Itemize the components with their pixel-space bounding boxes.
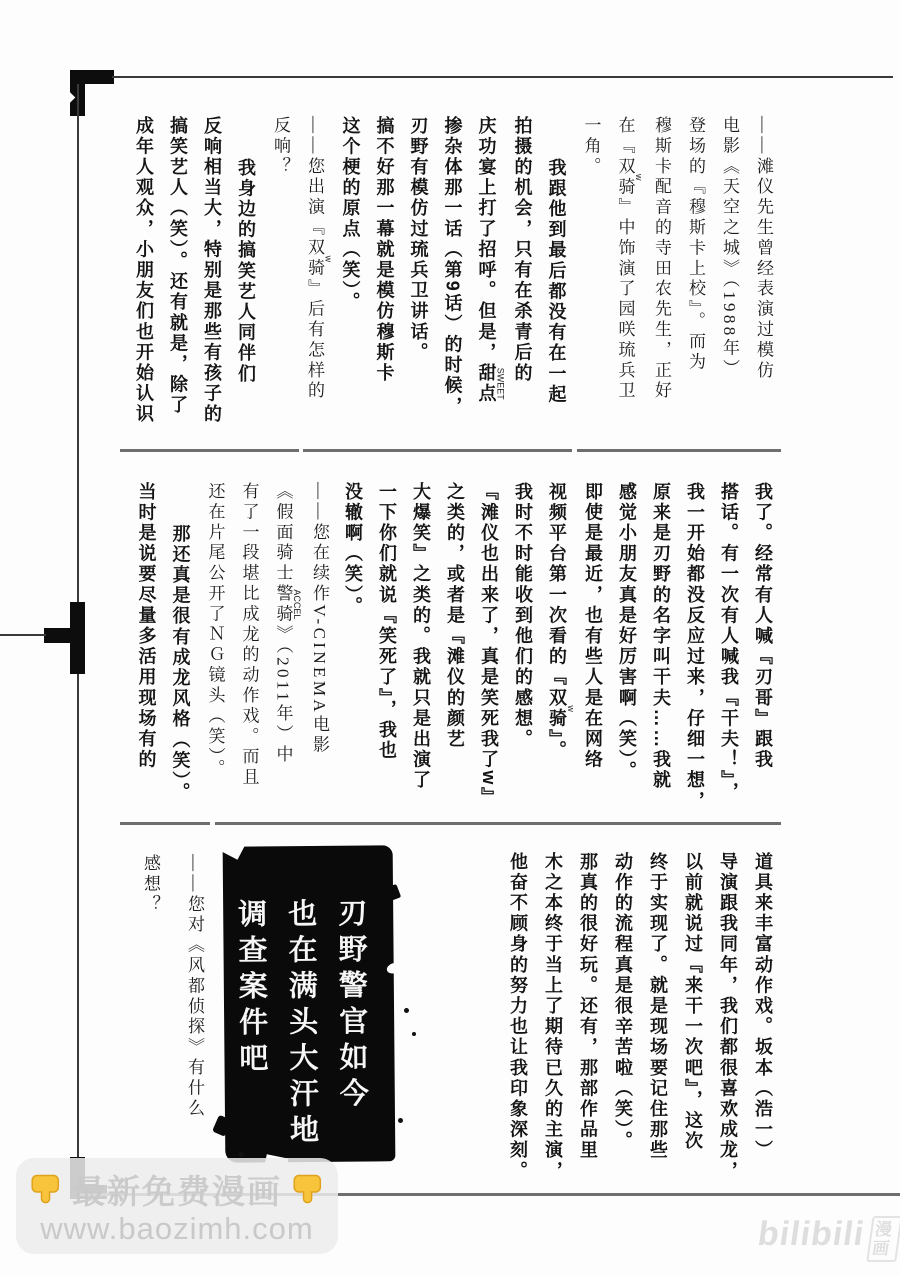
text-column: ——滩仪先生曾经表演过模仿	[754, 116, 773, 382]
text-column: 一下你们就说『笑死了』，我也	[377, 482, 397, 762]
text-column: 刃野有模仿过琉兵卫讲话。	[408, 116, 429, 364]
watermark-url: www.baozimh.com	[40, 1211, 314, 1246]
text-column: 一角。	[581, 116, 601, 178]
bilibili-manga-label: 漫画	[866, 1216, 900, 1262]
text-column: 搭话。有一次有人喊我『干夫！』，	[719, 482, 739, 803]
text-column: 没辙啊（笑）。	[343, 482, 363, 618]
ruby-annotation: 甜点 SWEET	[476, 363, 506, 405]
text-column: 我时不时能收到他们的感想。	[513, 482, 533, 750]
text-column: 搞笑艺人（笑）。还有就是，除了	[168, 116, 188, 416]
text-column: 感想？	[141, 854, 160, 916]
text-column: 以前就说过『来干一次吧』，这次	[683, 852, 703, 1152]
ink-speck	[238, 1152, 244, 1157]
text-column: 我了。经常有人喊『刃哥』跟我	[753, 482, 773, 771]
pointing-down-hand-icon	[290, 1171, 326, 1207]
text-column: 还在片尾公开了ＮＧ镜头（笑）。	[205, 482, 225, 780]
text-column: 电影《天空之城》（1988年）	[720, 116, 739, 380]
watermark-title: 最新免费漫画	[72, 1172, 282, 1210]
headline-text	[223, 845, 396, 1162]
text-column: 大爆笑』之类的。我就只是出演了	[411, 482, 431, 791]
mid-left-tick-bar	[70, 602, 85, 674]
text-column: 我身边的搞笑艺人同伴们	[236, 158, 256, 385]
text-column: 反响？	[271, 116, 290, 178]
watermark-banner	[16, 1158, 338, 1254]
top-rule	[112, 76, 893, 78]
ruby-annotation: 双骑 w	[547, 688, 576, 730]
interview-section-1	[130, 116, 780, 448]
section-divider-1	[303, 449, 572, 452]
text-column: ——您出演『双骑 w』后有怎样的	[305, 116, 334, 402]
section-divider-2	[215, 822, 781, 825]
bilibili-manga-logo	[754, 1208, 900, 1262]
text-column: 在『双骑 w』中饰演了园咲琉兵卫	[615, 116, 644, 402]
text-column: ——您对《风都侦探》有什么	[185, 854, 204, 1120]
text-column: 我跟他到最后都没有在一起	[546, 158, 567, 406]
text-column: 动作的流程真是很辛苦啦（笑）。	[613, 852, 633, 1152]
text-column: 终于实现了。就是现场要记住那些	[648, 852, 668, 1161]
text-column: 掺杂体那一话（第9话）的时候，	[442, 116, 463, 418]
headline-line: 调查案件吧	[234, 898, 268, 1079]
section-divider-2	[120, 822, 210, 825]
ruby-annotation: 双骑 w	[305, 238, 334, 280]
text-column: 那真的很好玩。还有，那部作品里	[578, 852, 598, 1161]
headline-line: 也在满头大汗地	[284, 897, 319, 1151]
text-column: 当时是说要尽量多活用现场有的	[136, 482, 157, 771]
ink-speck	[398, 1118, 403, 1123]
text-column: 『滩仪也出来了，真是笑死我了w』	[479, 482, 499, 808]
text-column: 反响相当大，特别是那些有孩子的	[202, 116, 222, 425]
ink-speck	[412, 1032, 416, 1036]
section-3-answer-block	[500, 852, 780, 1188]
text-column: 《假面骑士警骑 ACCEL》（2011年）中	[273, 482, 302, 766]
pointing-down-hand-icon	[28, 1171, 64, 1207]
ruby-annotation: 双骑 w	[615, 156, 644, 198]
mid-left-tick-stub	[44, 628, 72, 643]
text-column: 登场的『穆斯卡上校』。而为	[686, 116, 705, 373]
bilibili-wordmark: bilibili	[755, 1215, 868, 1253]
text-column: 成年人观众，小朋友们也开始认识	[134, 116, 154, 425]
text-column: 道具来丰富动作戏。坂本（浩一）	[753, 852, 773, 1161]
interview-section-3	[120, 852, 780, 1190]
text-column: 之类的，或者是『滩仪的颜艺	[445, 482, 465, 750]
ink-speck	[404, 1008, 409, 1013]
section-divider-1	[577, 449, 781, 452]
section-divider-1	[120, 449, 299, 452]
ruby-annotation: 警骑 ACCEL	[273, 584, 302, 625]
text-column: 他奋不顾身的努力也让我印象深刻。	[508, 852, 528, 1182]
text-column: 庆功宴上打了招呼。但是，甜点 SWEET	[476, 116, 506, 405]
text-column: 导演跟我同年，我们都很喜欢成龙，	[718, 852, 738, 1182]
text-column: 木之本终于当上了期待已久的主演，	[543, 852, 563, 1182]
mid-left-rule	[0, 634, 46, 636]
text-column: 视频平台第一次看的『双骑 w』。	[547, 482, 576, 762]
headline-box	[223, 845, 396, 1162]
section-3-question-block	[128, 854, 216, 1190]
interview-section-2	[130, 482, 780, 820]
text-column: 感觉小朋友真是好厉害啊（笑）。	[617, 482, 637, 782]
text-column: 原来是刃野的名字叫干夫……我就	[651, 482, 671, 791]
text-column: 这个梗的原点（笑）。	[340, 116, 361, 313]
text-column: 有了一段堪比成龙的动作戏。而且	[239, 482, 259, 788]
headline-line: 刃野警官如今	[334, 897, 368, 1114]
text-column: 那还真是很有成龙风格（笑）。	[170, 524, 191, 804]
text-column: 我一开始都没反应过来，仔细一想，	[685, 482, 705, 812]
text-column: ——您在续作V-CINEMA电影	[310, 482, 329, 756]
text-column: 拍摄的机会，只有在杀青后的	[512, 116, 533, 384]
text-column: 即使是最近，也有些人是在网络	[583, 482, 603, 771]
text-column: 搞不好那一幕就是模仿穆斯卡	[374, 116, 395, 384]
text-column: 穆斯卡配音的寺田农先生，正好	[652, 116, 671, 402]
